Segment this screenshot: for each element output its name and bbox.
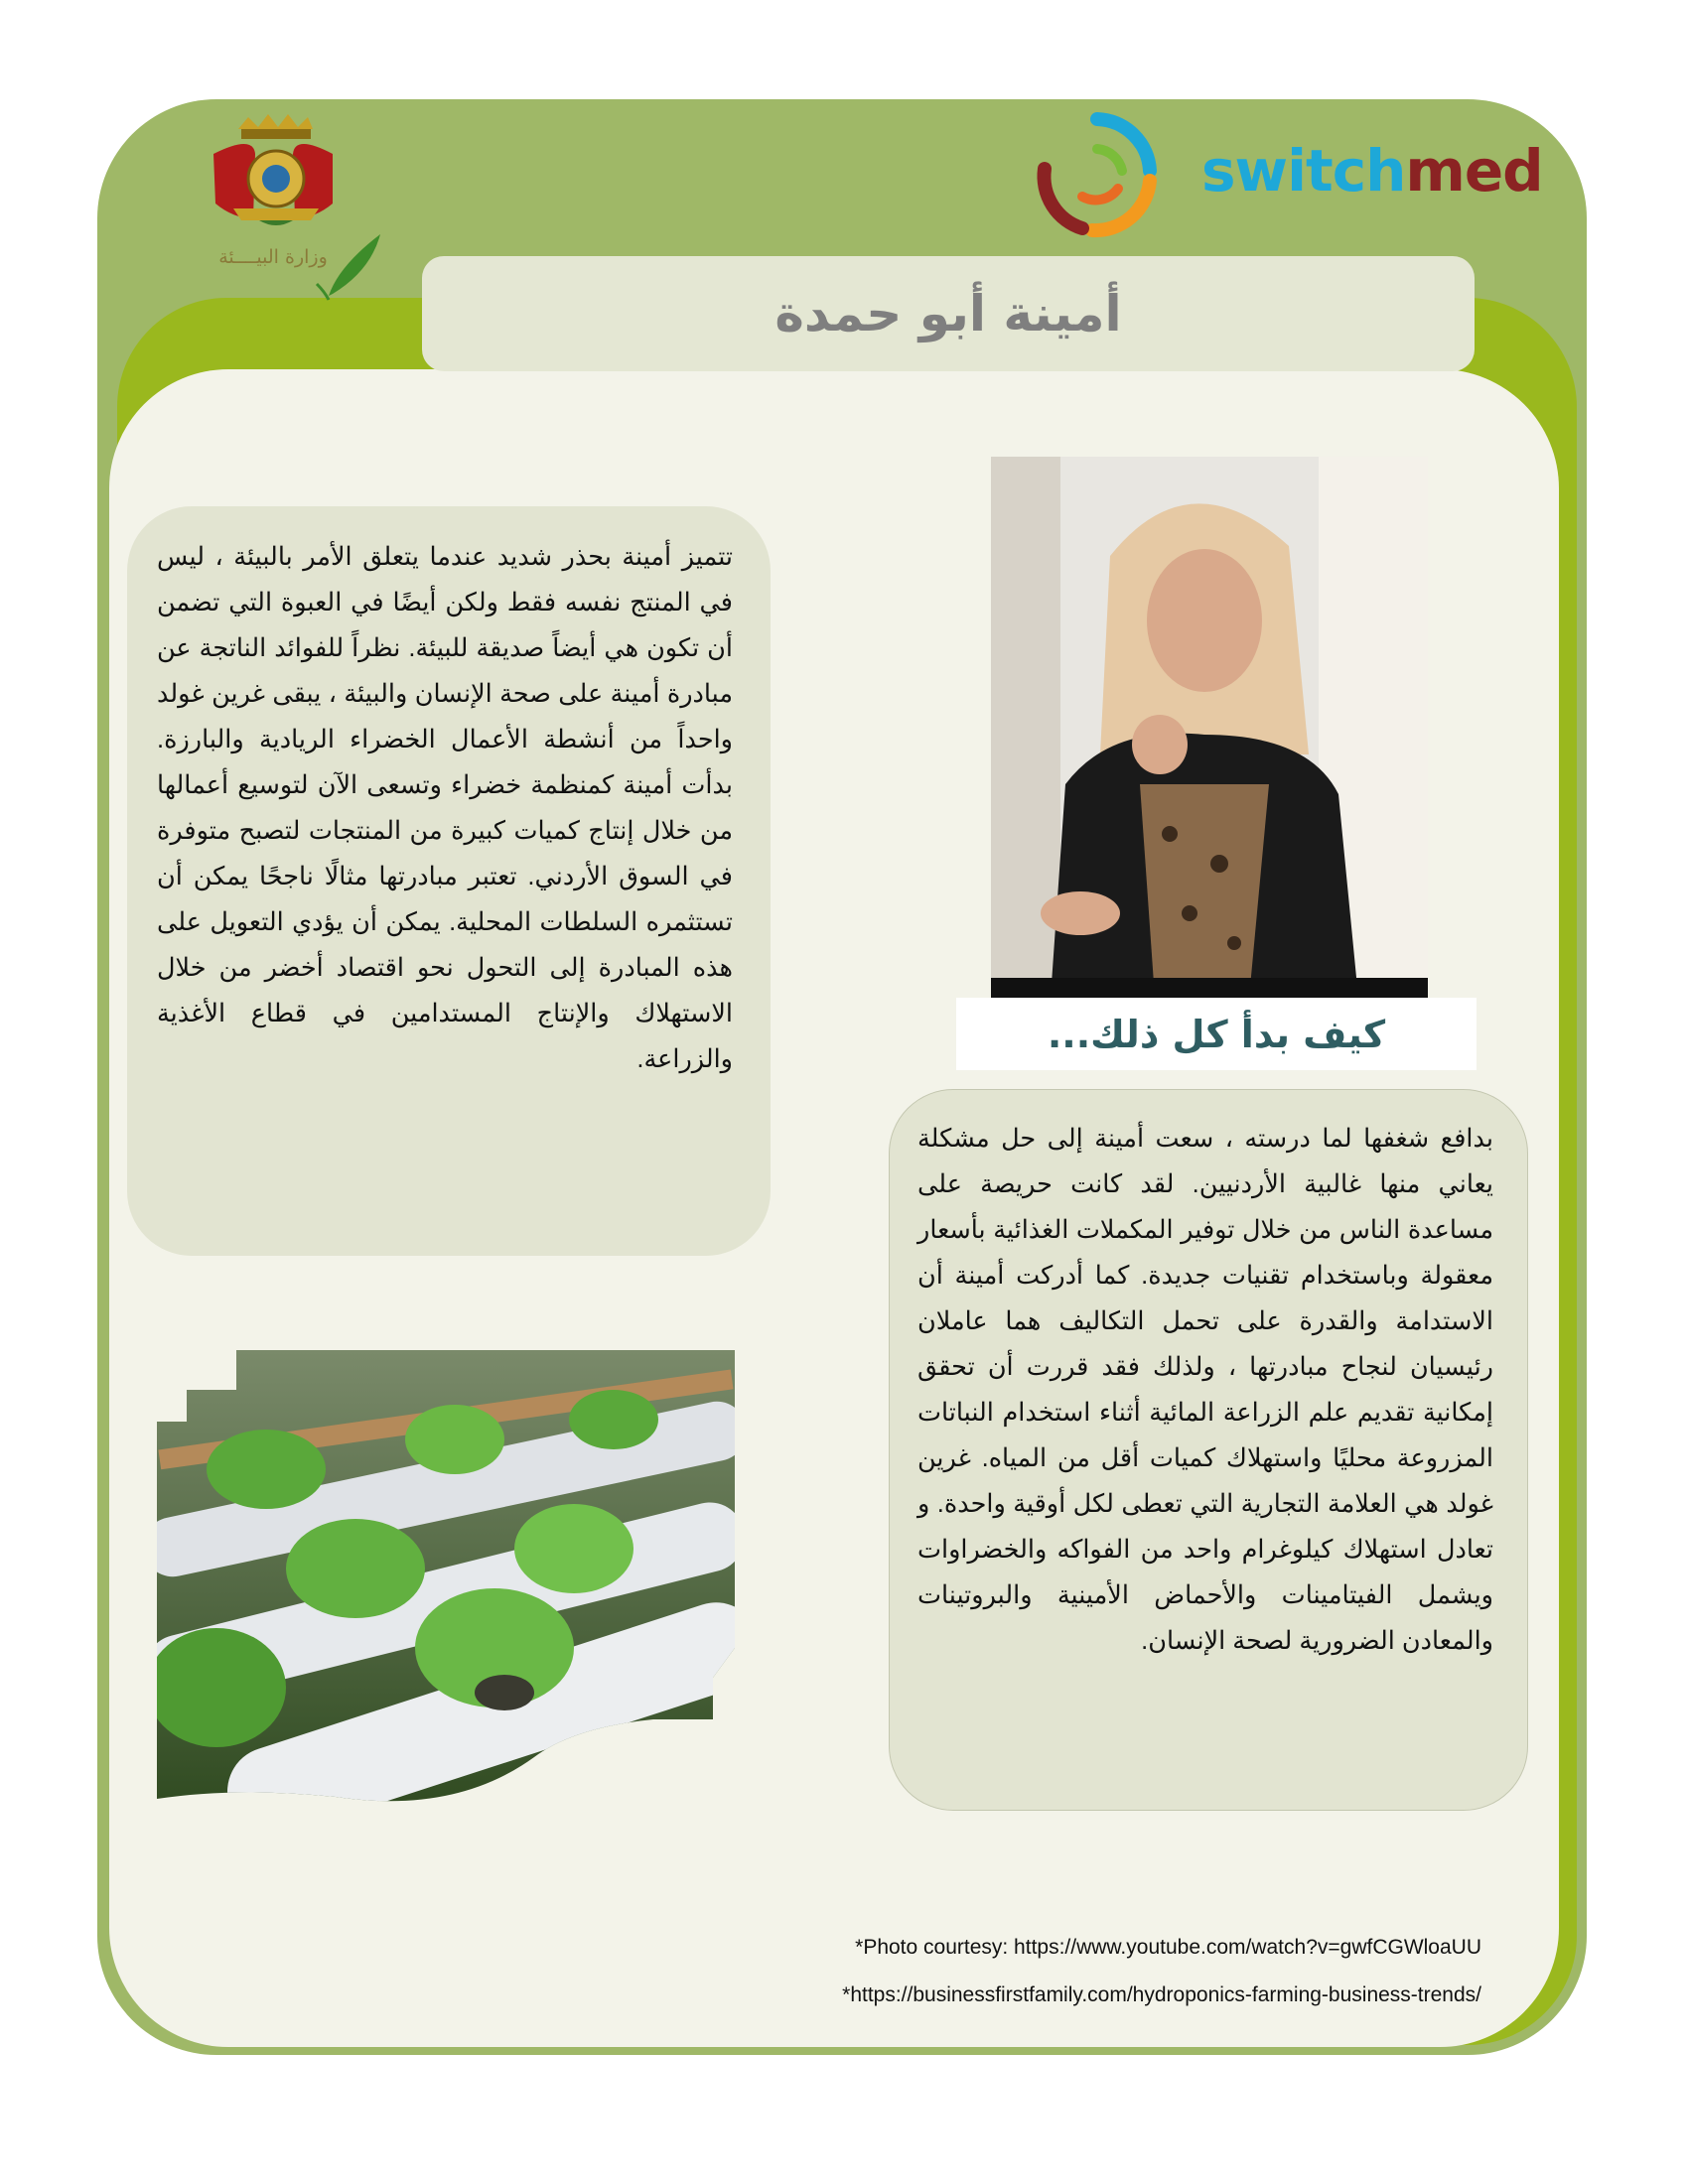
ministry-logo-text: وزارة البيــــئة (218, 246, 328, 268)
switchmed-swirl-icon (1023, 109, 1172, 243)
ministry-of-environment-logo (194, 109, 402, 308)
switchmed-logo (1023, 109, 1543, 243)
photo-credit: *Photo courtesy: https://www.youtube.com/watch?v=gwfCGWloaUU (855, 1936, 1481, 1959)
hydroponics-photo (157, 1350, 735, 1815)
leaf-icon (311, 226, 390, 306)
switchmed-logo-part1: switch (1201, 137, 1406, 205)
section-subtitle: كيف بدأ كل ذلك... (1047, 1012, 1386, 1056)
source-link-credit: *https://businessfirstfamily.com/hydroponics-farming-business-trends/ (842, 1983, 1481, 2006)
left-paragraph: تتميز أمينة بحذر شديد عندما يتعلق الأمر بالبيئة ، ليس في المنتج نفسه فقط ولكن أيضًا في العبوة التي تضمن أن تكون هي أيضاً صديقة للبيئة. نظراً للفوائد الناتجة عن مبادرة أمينة على صحة الإنسان والبيئة ، يبقى غرين غولد واحداً من أنشطة الأعمال الخضراء الريادية والبارزة. بدأت أمينة كمنظمة خضراء وتسعى الآن لتوسيع أعمالها من خلال إنتاج كميات كبيرة من المنتجات لتصبح متوفرة في السوق الأردني. تعتبر مبادرتها مثالًا ناجحًا يمكن أن تستثمره السلطات المحلية. يمكن أن يؤدي التعويل على هذه المبادرة إلى التحول نحو اقتصاد أخضر من خلال الاستهلاك والإنتاج المستدامين في قطاع الأغذية والزراعة. (157, 543, 733, 1073)
subtitle-box (956, 998, 1477, 1070)
switchmed-logo-part2: med (1405, 137, 1543, 205)
right-paragraph: بدافع شغفها لما درسته ، سعت أمينة إلى حل مشكلة يعاني منها غالبية الأردنيين. لقد كانت حريصة على مساعدة الناس من خلال توفير المكملات الغذائية بأسعار معقولة وباستخدام تقنيات جديدة. كما أدركت أمينة أن الاستدامة والقدرة على تحمل التكاليف هما عاملان رئيسيان لنجاح مبادرتها ، ولذلك فقد قررت أن تحقق إمكانية تقديم علم الزراعة المائية أثناء استخدام النباتات المزروعة محليًا واستهلاك كميات أقل من المياه. غرين غولد هي العلامة التجارية التي تعطى لكل أوقية واحدة. و تعادل استهلاك كيلوغرام واحد من الفواكه والخضراوات ويشمل الفيتامينات والأحماض الأمينية والبروتينات والمعادن الضرورية لصحة الإنسان. (917, 1125, 1493, 1655)
right-text-box (889, 1089, 1528, 1811)
portrait-photo (991, 457, 1428, 998)
title-box (422, 256, 1475, 371)
left-text-box (127, 506, 771, 1256)
page-title: أمينة أبو حمدة (774, 285, 1122, 342)
